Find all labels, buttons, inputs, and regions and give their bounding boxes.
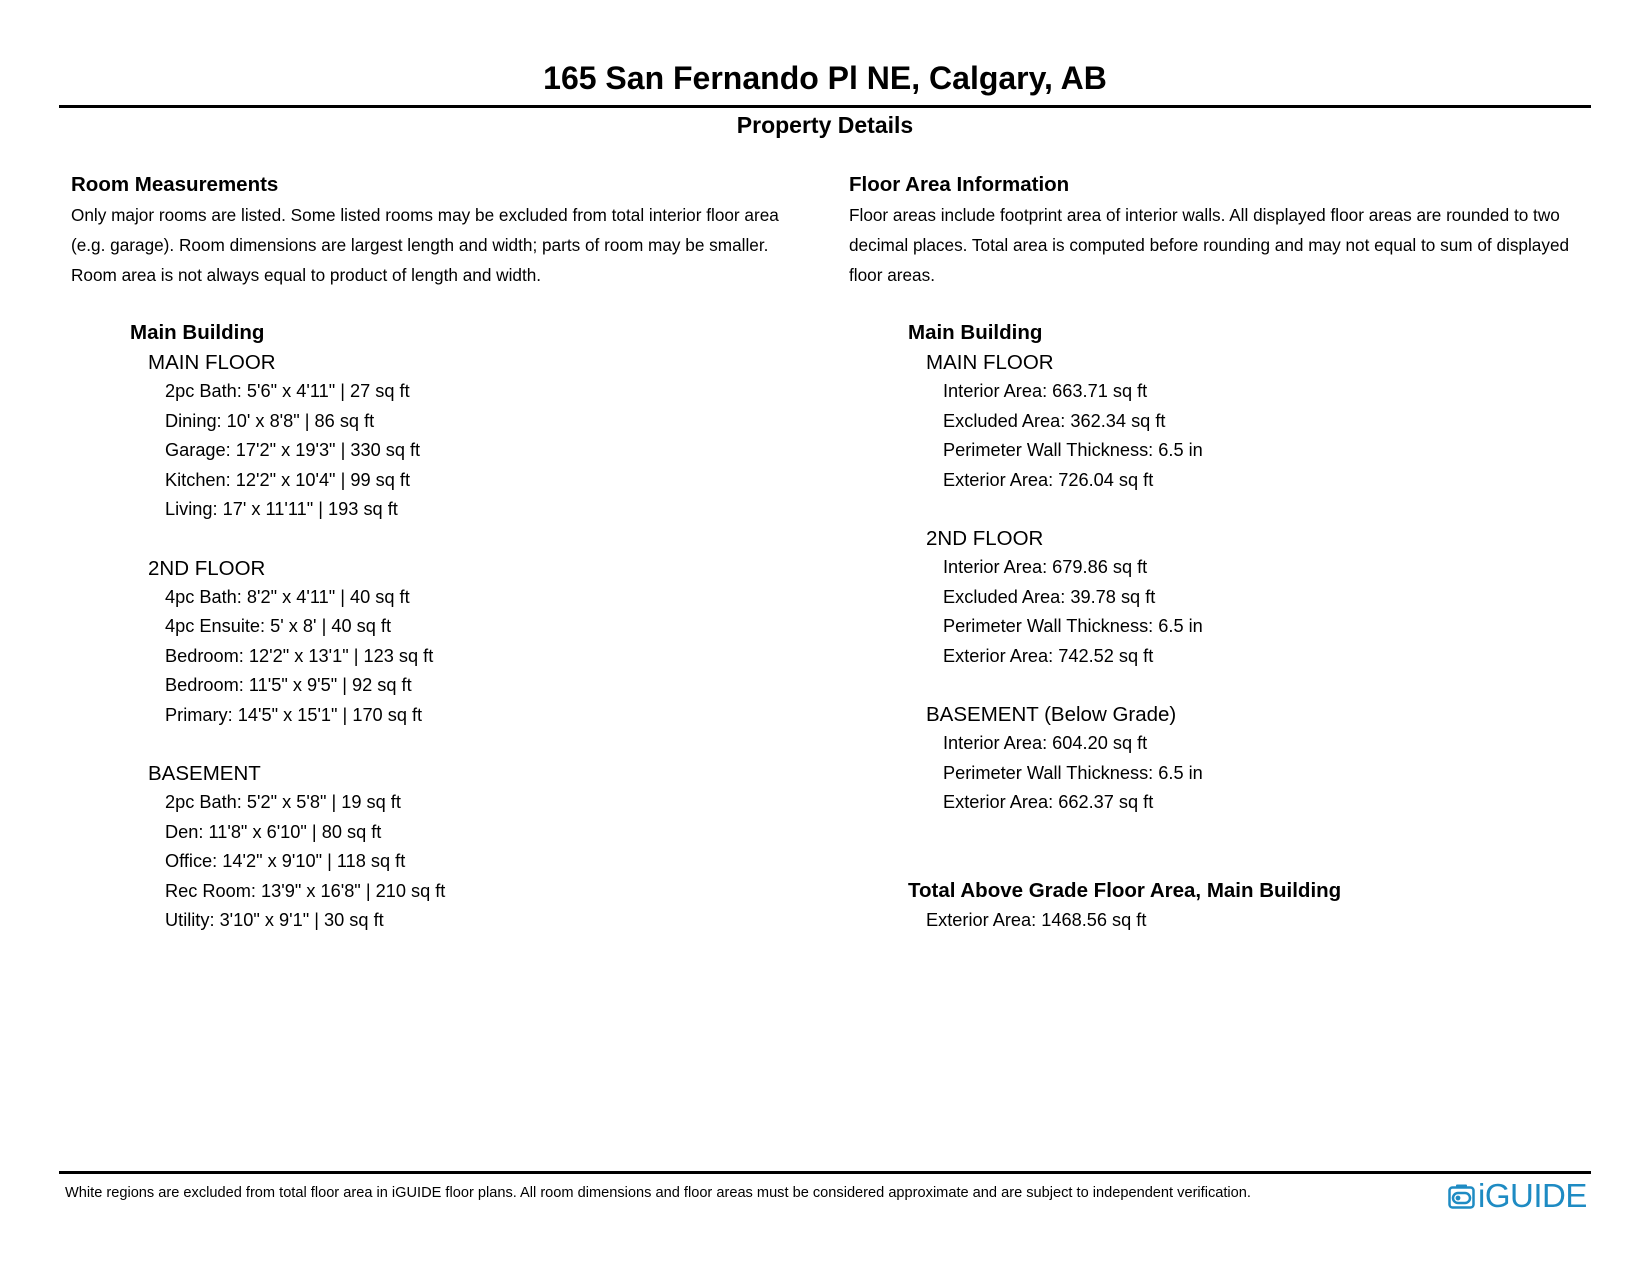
area-item: Exterior Area: 742.52 sq ft (943, 645, 1154, 666)
spacer (849, 671, 1609, 700)
room-measurements-description (71, 200, 821, 290)
header-divider (59, 105, 1591, 108)
room-item: 2pc Bath: 5'6" x 4'11" | 27 sq ft (165, 381, 410, 401)
area-item: Exterior Area: 662.37 sq ft (943, 792, 1154, 812)
floor-heading: 2ND FLOOR (148, 556, 266, 580)
iguide-logo (1448, 1178, 1587, 1214)
area-item: Exterior Area: 726.04 sq ft (943, 469, 1154, 490)
room-item: Living: 17' x 11'11" | 193 sq ft (165, 499, 398, 519)
description-line: decimal places. Total area is computed before rounding and may not equal to sum of displayed (849, 235, 1570, 255)
spacer (71, 525, 821, 554)
room-measurements-heading: Room Measurements (71, 173, 279, 196)
room-item: 4pc Ensuite: 5' x 8' | 40 sq ft (165, 616, 392, 636)
total-area-value: Exterior Area: 1468.56 sq ft (926, 909, 1147, 930)
description-line: (e.g. garage). Room dimensions are largest length and width; parts of room may be smaller. (71, 235, 769, 255)
area-item: Perimeter Wall Thickness: 6.5 in (943, 616, 1203, 636)
room-item: Garage: 17'2" x 19'3" | 330 sq ft (165, 440, 421, 460)
page-subtitle: Property Details (736, 112, 914, 138)
floor-area-section (849, 170, 1609, 935)
room-item: Rec Room: 13'9" x 16'8" | 210 sq ft (165, 880, 446, 901)
area-item: Excluded Area: 39.78 sq ft (943, 586, 1156, 607)
floor-heading: BASEMENT (Below Grade) (926, 703, 1177, 726)
area-item: Perimeter Wall Thickness: 6.5 in (943, 762, 1203, 783)
area-item: Excluded Area: 362.34 sq ft (943, 410, 1166, 431)
description-line: Room area is not always equal to product of length and width. (71, 265, 542, 285)
room-item: 2pc Bath: 5'2" x 5'8" | 19 sq ft (165, 792, 401, 812)
room-item: Office: 14'2" x 9'10" | 118 sq ft (165, 851, 406, 871)
building-heading: Main Building (130, 321, 265, 344)
room-item: Kitchen: 12'2" x 10'4" | 99 sq ft (165, 469, 410, 490)
description-line: Only major rooms are listed. Some listed rooms may be excluded from total interior floor area (71, 205, 779, 225)
description-line: floor areas. (849, 265, 935, 285)
room-item: Den: 11'8" x 6'10" | 80 sq ft (165, 821, 382, 842)
spacer (849, 818, 1609, 876)
logo-text: iGUIDE (1478, 1177, 1587, 1214)
floor-heading: MAIN FLOOR (148, 351, 276, 374)
room-item: Bedroom: 12'2" x 13'1" | 123 sq ft (165, 645, 434, 666)
area-item: Interior Area: 679.86 sq ft (943, 557, 1148, 577)
spacer (849, 495, 1609, 524)
description-line: Floor areas include footprint area of interior walls. All displayed floor areas are rounded to two (849, 205, 1560, 225)
total-area-heading: Total Above Grade Floor Area, Main Building (908, 878, 1342, 902)
area-item: Interior Area: 604.20 sq ft (943, 733, 1148, 753)
building-heading: Main Building (908, 321, 1043, 344)
room-measurements-section (71, 170, 821, 936)
room-item: 4pc Bath: 8'2" x 4'11" | 40 sq ft (165, 586, 410, 607)
floor-area-heading: Floor Area Information (849, 173, 1070, 196)
area-item: Perimeter Wall Thickness: 6.5 in (943, 440, 1203, 460)
room-item: Bedroom: 11'5" x 9'5" | 92 sq ft (165, 675, 412, 695)
footer-divider (59, 1171, 1591, 1174)
room-item: Utility: 3'10" x 9'1" | 30 sq ft (165, 910, 384, 930)
page-title: 165 San Fernando Pl NE, Calgary, AB (543, 60, 1107, 96)
floor-heading: 2ND FLOOR (926, 527, 1044, 550)
room-item: Primary: 14'5" x 15'1" | 170 sq ft (165, 704, 423, 725)
footer-disclaimer: White regions are excluded from total floor area in iGUIDE floor plans. All room dimensions and floor areas must be considered approximate and are subject to independent verification. (65, 1185, 1251, 1201)
camera-icon (1448, 1183, 1475, 1210)
floor-heading: MAIN FLOOR (926, 351, 1054, 374)
floor-heading: BASEMENT (148, 762, 261, 785)
room-item: Dining: 10' x 8'8" | 86 sq ft (165, 410, 375, 431)
floor-area-description (849, 200, 1609, 290)
area-item: Interior Area: 663.71 sq ft (943, 381, 1148, 401)
spacer (71, 730, 821, 759)
